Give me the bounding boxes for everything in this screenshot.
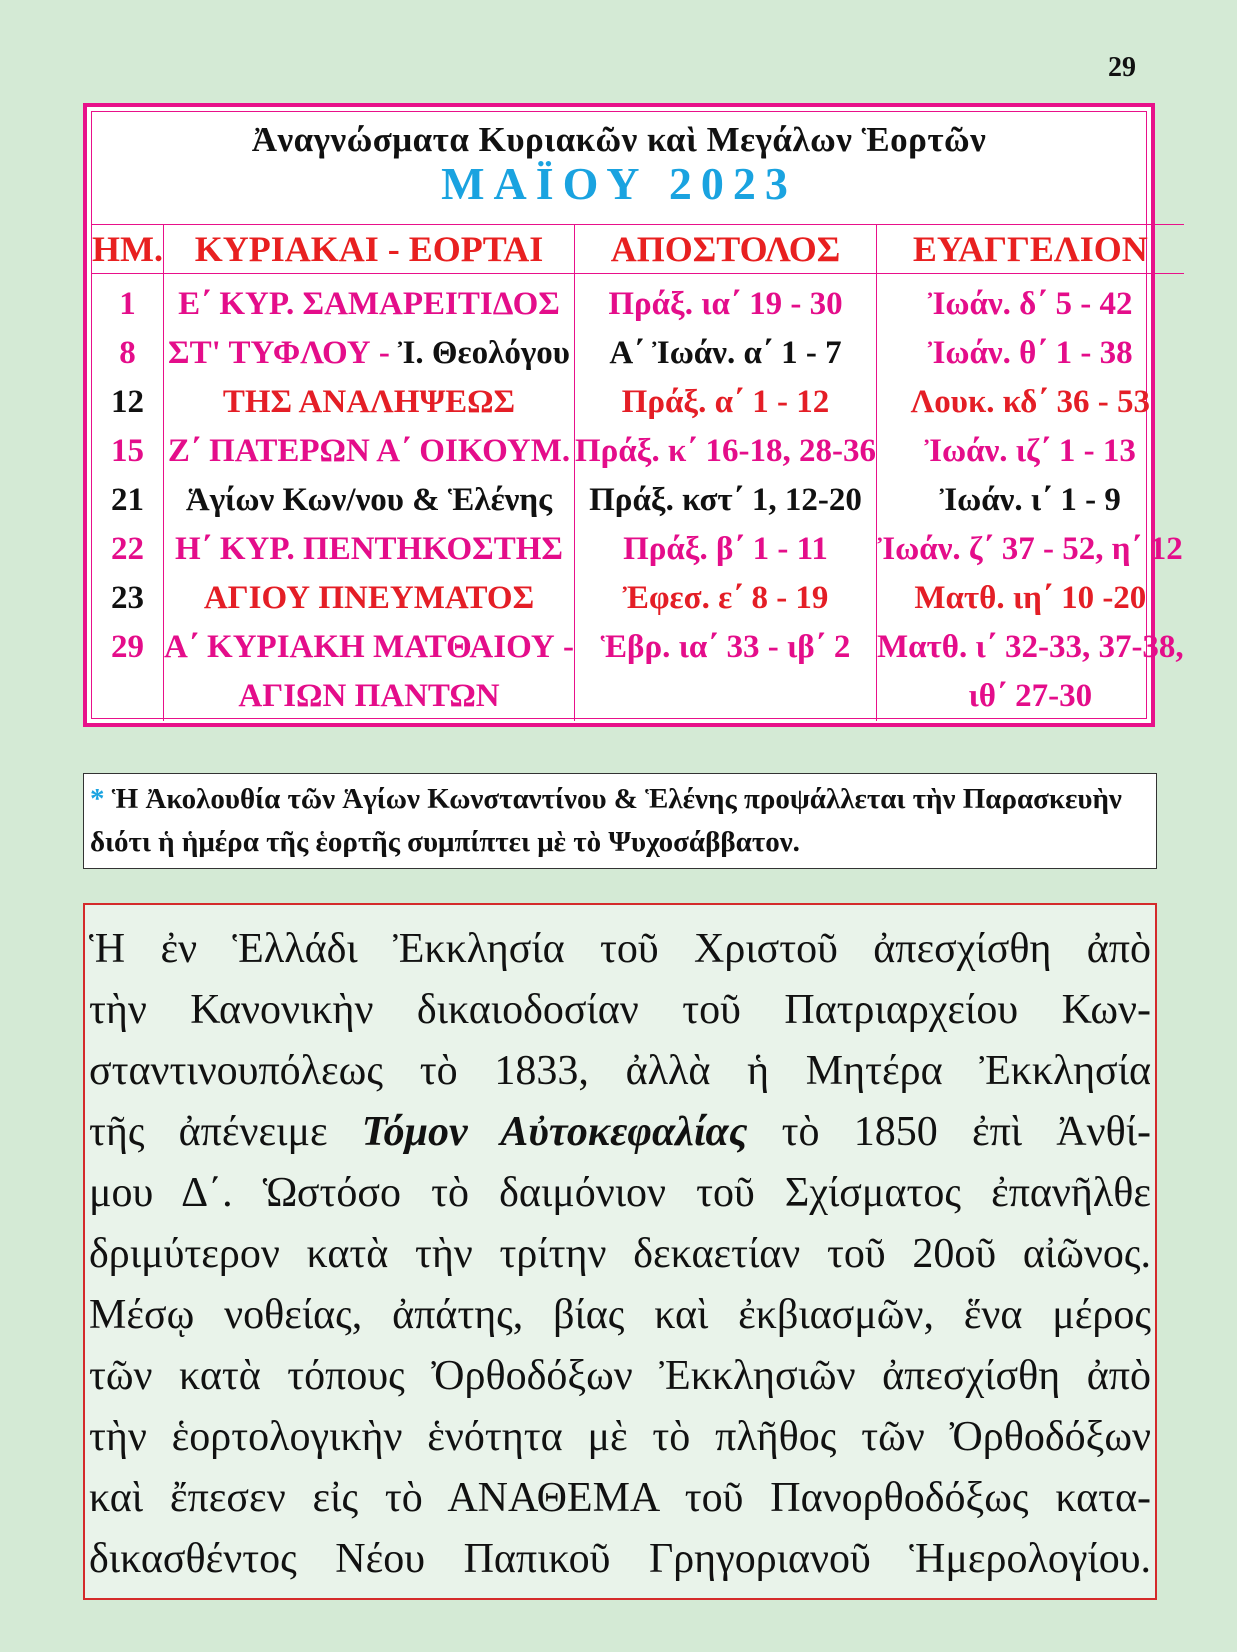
body-text: μου Δ΄. Ὡστόσο τὸ δαιμόνιον τοῦ Σχίσματος ἐπανῆλθε [89, 1170, 1151, 1216]
header-apostle: ΑΠΟΣΤΟΛΟΣ [574, 225, 876, 274]
commentary-line [89, 1407, 1151, 1468]
emphasis-text: ἀπεσχίσθη [882, 1353, 1061, 1399]
cell-gospel: Ματθ. ι΄ 32-33, 37-38, [876, 623, 1183, 672]
cell-gospel: Λουκ. κδ΄ 36 - 53 [876, 378, 1183, 427]
body-text: ἕνα μέρος [933, 1292, 1151, 1338]
body-text: τῆς ἀπένειμε [89, 1109, 362, 1155]
emphasis-text: Τόμον Αὐτοκεφαλίας [361, 1109, 748, 1155]
body-text: ἀλλὰ ἡ Μητέρα Ἐκκλησία [588, 1048, 1151, 1094]
body-text: τοῦ Πανορθοδόξως κατα- [657, 1475, 1151, 1521]
cell-gospel: Ἰωάν. ιζ΄ 1 - 13 [876, 427, 1183, 476]
table-row [92, 274, 1184, 330]
cell-apostle: Ἑβρ. ια΄ 33 - ιβ΄ 2 [574, 623, 876, 672]
commentary-line [89, 1468, 1151, 1529]
cell-feast: ΑΓΙΟΥ ΠΝΕΥΜΑΤΟΣ [163, 574, 574, 623]
cell-apostle: Α΄ Ἰωάν. α΄ 1 - 7 [574, 329, 876, 378]
table-row [92, 427, 1184, 476]
cell-apostle: Ἐφεσ. ε΄ 8 - 19 [574, 574, 876, 623]
lectionary-inner-frame [91, 111, 1184, 719]
asterisk-icon: * [90, 783, 105, 815]
table-row [92, 329, 1184, 378]
cell-feast: ΤΗΣ ΑΝΑΛΗΨΕΩΣ [163, 378, 574, 427]
body-text: τῶν κατὰ τόπους Ὀρθοδόξων Ἐκκλησιῶν [89, 1353, 883, 1399]
cell-apostle [574, 672, 876, 721]
cell-day: 8 [119, 335, 136, 371]
body-text: σταντινουπόλεως τὸ [89, 1048, 495, 1094]
cell-gospel: Ἰωάν. ζ΄ 37 - 52, η΄ 12 [876, 525, 1183, 574]
emphasis-text: ΑΝΑΘΕΜΑ [447, 1475, 658, 1521]
table-row [92, 672, 1184, 721]
table-row [92, 476, 1184, 525]
page-number: 29 [1108, 52, 1136, 83]
cell-feast: ΑΓΙΩΝ ΠΑΝΤΩΝ [163, 672, 574, 721]
body-text: τὴν ἑορτολογικὴν ἑνότητα μὲ τὸ πλῆθος τῶν Ὀρθοδόξων [89, 1414, 1151, 1460]
body-text: ἀπὸ [1060, 1353, 1151, 1399]
header-gospel: ΕΥΑΓΓΕΛΙΟΝ [876, 225, 1183, 274]
cell-gospel: Ἰωάν. θ΄ 1 - 38 [876, 329, 1183, 378]
cell-gospel: Ἰωάν. ι΄ 1 - 9 [876, 476, 1183, 525]
cell-day: 29 [110, 629, 144, 665]
footnote-text-2: διότι ἡ ἡμέρα τῆς ἑορτῆς συμπίπτει μὲ τὸ Ψυχοσάββατον. [90, 826, 800, 858]
lectionary-table-box [83, 103, 1184, 727]
table-header-row [92, 225, 1184, 274]
commentary-box [83, 903, 1157, 1600]
header-feast: ΚΥΡΙΑΚΑΙ - ΕΟΡΤΑΙ [163, 225, 574, 274]
body-text: ἐπὶ Ἀνθί- [937, 1109, 1152, 1155]
body-text: καὶ ἔπεσεν εἰς τὸ [89, 1475, 448, 1521]
cell-feast: Ἁγίων Κων/νου & Ἑλένης [163, 476, 574, 525]
header-day: ΗΜ. [92, 225, 163, 274]
table-row [92, 574, 1184, 623]
cell-gospel: Ἰωάν. δ΄ 5 - 42 [876, 274, 1183, 330]
body-text: δικασθέντος [89, 1536, 336, 1582]
lectionary-month: ΜΑΪΟΥ 2023 [441, 158, 797, 209]
commentary-line [89, 919, 1151, 980]
footnote-line [90, 778, 1150, 821]
body-text: Μέσῳ [89, 1292, 225, 1338]
body-text: τὴν Κανονικὴν δικαιοδοσίαν τοῦ Πατριαρχείου Κων- [89, 987, 1151, 1033]
cell-day: 22 [110, 531, 144, 567]
table-row [92, 525, 1184, 574]
commentary-line [89, 980, 1151, 1041]
cell-apostle: Πράξ. β΄ 1 - 11 [574, 525, 876, 574]
lectionary-title: Ἀναγνώσματα Κυριακῶν καὶ Μεγάλων Ἑορτῶν [251, 120, 987, 159]
cell-feast: Ζ΄ ΠΑΤΕΡΩΝ Α΄ ΟΙΚΟΥΜ. [163, 427, 574, 476]
cell-gospel: Ματθ. ιη΄ 10 -20 [876, 574, 1183, 623]
commentary-line [89, 1529, 1151, 1590]
readings-body [92, 274, 1184, 722]
body-text: Ἡ ἐν Ἑλλάδι Ἐκκλησία τοῦ Χριστοῦ ἀπεσχίσθη ἀπὸ [89, 926, 1151, 972]
cell-gospel: ιθ΄ 27-30 [876, 672, 1183, 721]
cell-apostle: Πράξ. ια΄ 19 - 30 [574, 274, 876, 330]
cell-day [92, 672, 163, 721]
emphasis-text: Νέου Παπικοῦ Γρηγοριανοῦ Ἡμερολογίου. [335, 1536, 1151, 1582]
cell-day: 23 [110, 580, 144, 616]
cell-day: 15 [110, 433, 144, 469]
emphasis-text: νοθείας, ἀπάτης, βίας καὶ ἐκβιασμῶν, [224, 1292, 934, 1338]
cell-feast: ΣΤ' ΤΥΦΛΟΥ - Ἰ. Θεολόγου [163, 329, 574, 378]
commentary-line [89, 1102, 1151, 1163]
emphasis-text: 20οῦ [912, 1231, 997, 1277]
commentary-line [89, 1224, 1151, 1285]
table-row [92, 378, 1184, 427]
emphasis-text: 1850 [853, 1109, 938, 1155]
body-text: αἰῶνος. [996, 1231, 1151, 1277]
cell-day: 21 [110, 482, 144, 518]
commentary-line [89, 1041, 1151, 1102]
commentary-line [89, 1285, 1151, 1346]
cell-day: 1 [119, 286, 136, 322]
commentary-line [89, 1163, 1151, 1224]
readings-table [92, 224, 1184, 721]
cell-day: 12 [110, 384, 144, 420]
commentary-line [89, 1346, 1151, 1407]
cell-feast-saint: Ἰ. Θεολόγου [398, 335, 570, 371]
cell-feast: Ε΄ ΚΥΡ. ΣΑΜΑΡΕΙΤΙΔΟΣ [163, 274, 574, 330]
footnote-box [83, 773, 1157, 869]
cell-apostle: Πράξ. α΄ 1 - 12 [574, 378, 876, 427]
body-text: τὸ [747, 1109, 854, 1155]
footnote-text-1: Ἡ Ἀκολουθία τῶν Ἁγίων Κωνσταντίνου & Ἑλένης προψάλλεται τὴν Παρασκευὴν [104, 783, 1122, 815]
cell-feast: Η΄ ΚΥΡ. ΠΕΝΤΗΚΟΣΤΗΣ [163, 525, 574, 574]
table-row [92, 623, 1184, 672]
cell-apostle: Πράξ. κ΄ 16-18, 28-36 [574, 427, 876, 476]
cell-feast: Α΄ ΚΥΡΙΑΚΗ ΜΑΤΘΑΙΟΥ - [163, 623, 574, 672]
cell-apostle: Πράξ. κστ΄ 1, 12-20 [574, 476, 876, 525]
emphasis-text: 1833, [494, 1048, 589, 1094]
body-text: δριμύτερον κατὰ τὴν τρίτην δεκαετίαν τοῦ [89, 1231, 913, 1277]
